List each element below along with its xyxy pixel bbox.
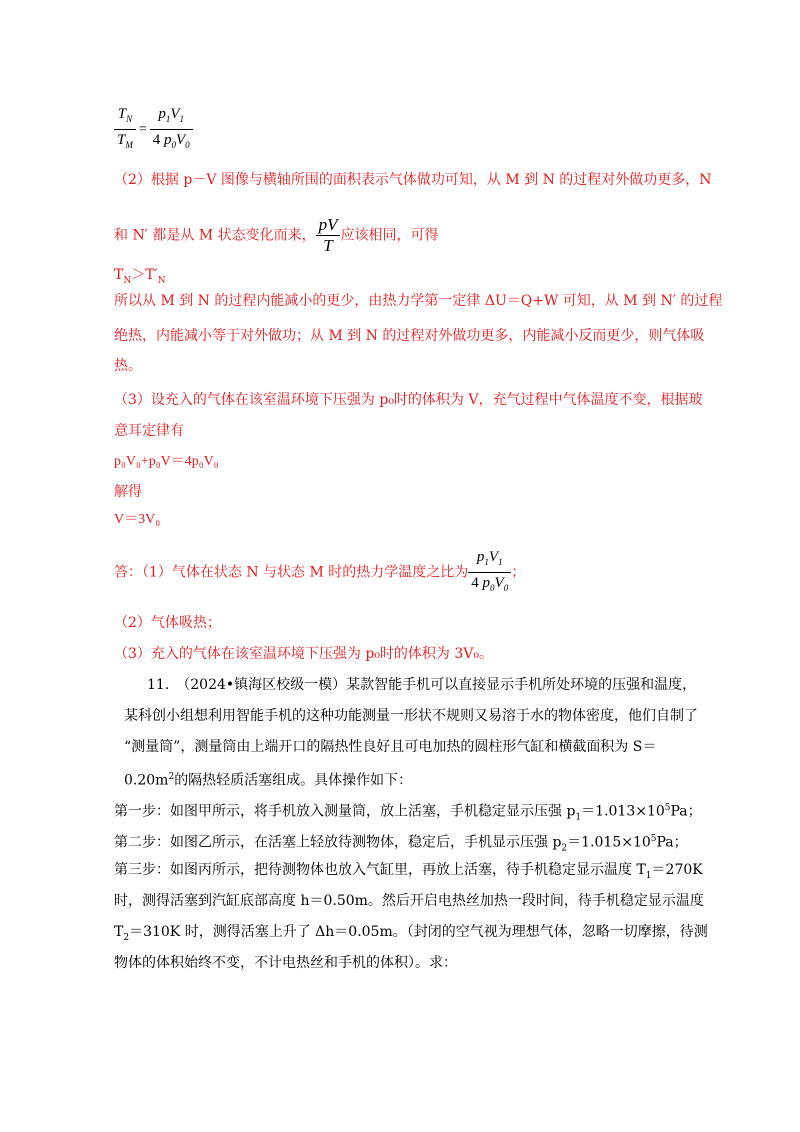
fraction-p1v1-4p0v0: $\frac{p_1V_1}{4 p_0V_0}$ [150,104,193,155]
problem11-step3-line3: $T_2=310K$ 时，测得活塞上升了 Δh＝0.05m。（封闭的空气视为理想气体，忽略一切摩擦，待测 [114,924,708,943]
part2-line6: 热。 [114,358,142,374]
problem11-step1: 第一步：如图甲所示，将手机放入测量筒，放上活塞，手机稳定显示压强 $p_1=1.013\times 10^5Pa$； [114,803,702,823]
answer-line2: （2）气体吸热； [114,615,221,631]
problem11-line2: 某科创小组想利用智能手机的这种功能测量一形状不规则又易溶于水的物体密度，他们自制了 [124,708,698,724]
problem11-line1: 11. （2024•镇海区校级一模）某款智能手机可以直接显示手机所处环境的压强和温度， [147,677,697,693]
part2-line5: 绝热，内能减小等于对外做功；从 M 到 N 的过程对外做功更多，内能减小反而更少，则气体吸 [114,328,705,344]
part3-line1: （3）设充入的气体在该室温环境下压强为 p₀时的体积为 V，充气过程中气体温度不变，根据玻 [114,392,703,408]
problem11-step2: 第二步：如图乙所示，在活塞上轻放待测物体，稳定后，手机显示压强 $p_2=1.015\times 10^5Pa$； [114,834,688,854]
part3-line5: V＝3V₀ [114,512,161,527]
part2-line3: $T_N>T'_N$ [114,267,166,286]
problem11-line3: “测量筒”，测量筒由上端开口的隔热性良好且可电加热的圆柱形气缸和横截面积为 S＝ [124,739,657,755]
fraction-tn-tm: $\frac{T_N}{T_M}$ [114,104,136,155]
part2-line4: 所以从 M 到 N 的过程内能减小的更少，由热力学第一定律 ΔU＝Q+W 可知，从 M 到 N′ 的过程 [114,293,723,309]
answer-line3: （3）充入的气体在该室温环境下压强为 p₀时的体积为 3V₀。 [114,646,494,662]
part3-line3: p₀V₀+p₀V＝4p₀V₀ [114,454,219,469]
problem11-step3-line1: 第三步：如图丙所示，把待测物体也放入气缸里，再放上活塞，待手机稳定显示温度 $T_1=270K$ [114,862,703,881]
problem11-step3-line2: 时，测得活塞到汽缸底部高度 h＝0.50m。然后开启电热丝加热一段时间，待手机稳定显示温度 [114,893,704,909]
part2-line1: （2）根据 p－V 图像与横轴所围的面积表示气体做功可知，从 M 到 N 的过程对外做功更多，N [114,172,712,188]
part2-line2: 和 N′ 都是从 M 状态变化而来， $\frac{pV}{T}$ 应该相同，可得 [114,215,439,255]
answer-line1: 答：（1）气体在状态 N 与状态 M 时的热力学温度之比为 $\frac{p_1V_1}{4 p_0V_0}$ ； [114,547,525,598]
problem11-step3-line4: 物体的体积始终不变，不计电热丝和手机的体积）。求： [114,955,457,971]
part3-line2: 意耳定律有 [114,423,184,439]
fraction-answer: $\frac{p_1V_1}{4 p_0V_0}$ [468,547,511,598]
fraction-pv-t: $\frac{pV}{T}$ [316,215,341,256]
equation-temperature-ratio: $\frac{T_N}{T_M}$ = $\frac{p_1V_1}{4 p_0V_0}$ [114,104,193,155]
part3-line4: 解得 [114,484,142,500]
problem11-line4: $0.20m^2$的隔热轻质活塞组成。具体操作如下： [124,772,413,789]
